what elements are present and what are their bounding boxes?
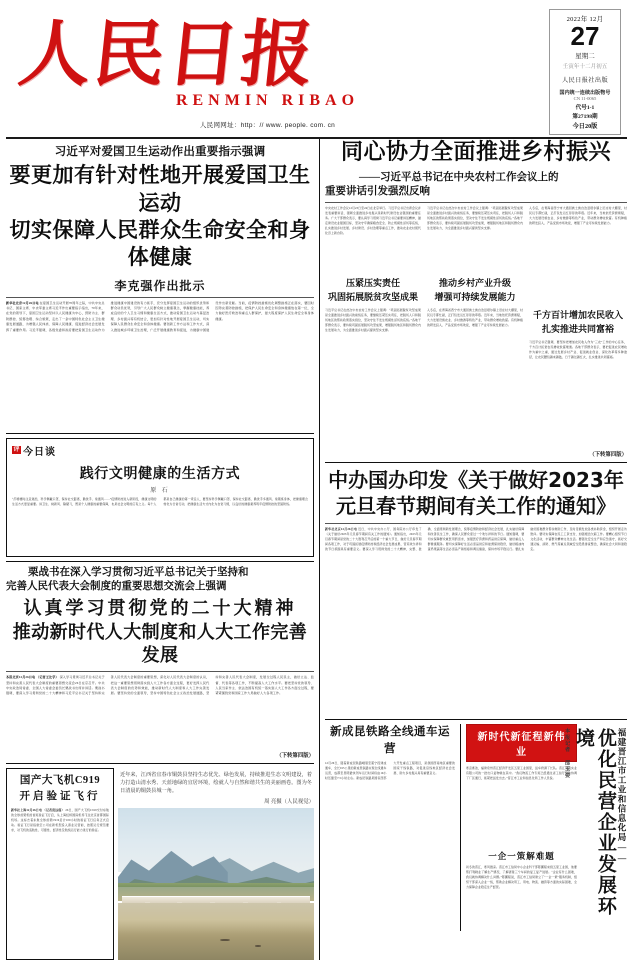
rural-subhead-3-body: 习近平总书记强调，要坚持把增加农民收入作为“三农”工作的中心任务，千方百计拓宽农民增收致富渠道。各地干部群众表示，要把促进农民增收作为重中之重，通过发展乡村产业、促进就业创业、深化改革等多种途径，让农民腰包越来越鼓、日子越过越红火，扎实推进共同富裕。 [529, 340, 627, 360]
rural-col-3 [529, 206, 627, 458]
npc-story-body [6, 675, 314, 751]
fujian-section-title: 一企一策解难题 [488, 850, 555, 861]
date-lunar: 壬寅年十二月初五 [562, 64, 608, 71]
fujian-credit: 本报记者 邵玉姿 [564, 727, 571, 779]
fujian-vertical-block [564, 724, 627, 931]
npc-story-headline-1: 认真学习贯彻党的二十大精神 [23, 597, 297, 619]
fujian-text-block [466, 724, 577, 931]
npc-story-reporter: （记者王比学） [36, 675, 59, 680]
npc-story-text: 深入学习贯彻习近平总书记关于坚持和完善人民代表大会制度的重要思想交流会26日在京召开。中共中央政治局常委、全国人大常委会委员长栗战书出席并讲话。栗战书强调，要深入学习贯彻党的二十大精神和习近平总书记关于坚持和完善人民代表大会制度的重要思想，深化对人民代表大会制度的认识，把这一重要思想贯彻落实到人大工作各方面全过程，更好发挥人民代表大会制度的优势和效能，推动新时代人大制度和人大工作完善发展。要坚持党的全面领导，坚持中国特色社会主义政治发展道路，坚持和完善人民代表大会制度，发展全过程人民民主，做好立法、监督、代表等各项工作，不断提高人大工作水平。要把坚持党的领导、人民当家作主、依法治国有机统一落实到人大工作各方面全过程，要紧紧围绕党和国家工作大局做好人大各项工作。 [6, 675, 314, 696]
today-talk-tag [12, 443, 308, 458]
paper-logo-pinyin: RENMIN RIBAO [175, 92, 360, 109]
npc-story-headline-2: 推动新时代人大制度和人大工作完善发展 [12, 621, 308, 667]
left-photo-block [118, 768, 314, 960]
lead-story-rule [6, 297, 314, 298]
rural-subhead-3-line2: 扎实推进共同富裕 [541, 324, 614, 335]
today-talk-author: 原 石 [150, 487, 170, 494]
fujian-intro: 寒意渐浓，福建泉州晋江经济开发区五里工业园里，货车挤满了长队。晋江某利实业有限公司的一批出口货物就在其中。“我们物流工作专班已经通过省工信厅帮助协调了厂区通行，抓紧把货发出去。”晋江市工业和信息化局工作人员说。 [466, 765, 577, 780]
left-divider-1 [6, 433, 314, 434]
lead-story-byline: 李克强作出批示 [114, 278, 206, 293]
rural-col-2 [427, 206, 523, 458]
landscape-photo [118, 808, 314, 960]
notice-headline-1: 中办国办印发《关于做好2023年 [328, 468, 624, 493]
rural-subhead-2-line1: 推动乡村产业升级 [438, 278, 511, 289]
railway-headline: 新成昆铁路全线通车运营 [330, 725, 450, 756]
lead-story-body [6, 301, 314, 429]
pages-today: 今日20版 [572, 123, 598, 131]
npc-story-rule [6, 671, 314, 672]
rural-subhead-3-line1: 千方百计增加农民收入 [532, 310, 623, 321]
notice-text: 近日，中共中央办公厅、国务院办公厅印发了《关于做好2023年元旦春节期间有关工作的通知》。通知指出，2023年元旦春节期间是党的二十大胜利召开后的第一个重大节日，做好元旦春节期间各项工作，对于巩固拓展疫情防控和经济社会发展成果、营造欢乐祥和的节日氛围具有重要意义。要深入学习贯彻党的二十大精神，完整、准确、全面贯彻新发展理念，统筹疫情防控和经济社会发展，扎实做好保障和改善民生工作，确保人民群众度过一个欢乐祥和的节日。通知强调，要切实保障群众就医用药需求，加强医疗资源和药品供应保障，做好重点人群健康服务。要切实保障好生活必需品供应和能源保供稳价，做好粮油肉蛋奶果蔬等生活必需品产销衔接和调运储备，保持市场平稳运行。要扎实做好困难群众帮扶救助工作，及时足额发放各类补助资金，组织开展走访慰问。要切实保障农民工工资支付，加强根治欠薪工作。要精心组织节日文化活动，丰富群众精神文化生活。要强化安全生产和应急值守，抓好交通运输、消防、燃气等重点领域安全隐患排查整治，确保社会大局和谐稳定。 [325, 526, 627, 551]
date-day: 27 [570, 21, 600, 51]
left-divider-3 [6, 763, 314, 764]
c919-dateline: 新华社上海12月26日电 [11, 807, 42, 812]
left-column [6, 139, 320, 960]
npc-story-kicker-2: 完善人民代表大会制度的重要思想交流会上强调 [6, 580, 227, 592]
railway-body: 12月26日，随着新成昆铁路峨眉至冕宁段建成通车，全长915公里的新成昆铁路实现全线通车运营，成都至昆明最快列车运行时间将由19小时压缩至7.5小时左右。新成昆铁路是国家西部大开发重点工程项目，是我国西南地区重要的国家干线铁路，对促进沿线地区经济社会发展、助力乡村振兴具有重要意义。 [325, 761, 455, 781]
rural-story-jump-note: （下转第四版） [589, 452, 627, 459]
right-divider-1 [325, 462, 627, 463]
issn-label: 国内统一连续出版物号 [559, 91, 611, 97]
railway-body-wrap [325, 761, 455, 823]
today-talk-body: “打喷嚏时注意遮挡，科学佩戴口罩，保持社交距离，勤洗手、常通风……”疫情防控进入新阶段，健康文明的生活方式更显重要。讲卫生、树新风、除陋习，既是个人健康的重要保障，也是社会文明的应有之义。每个人都是自己健康的第一责任人，要坚持科学佩戴口罩、保持社交距离、勤洗手多通风、常锻炼身体，把健康理念转化为日常行动，把健康生活方式内化为自觉习惯，以良好的健康素养筑牢疫情防控的坚固防线。 [12, 496, 308, 506]
rural-subhead-1-line2: 巩固拓展脱贫攻坚成果 [327, 292, 418, 303]
feature-banner-wrap [466, 724, 577, 762]
content-columns [6, 139, 627, 960]
rural-subhead-1-line1: 压紧压实责任 [345, 278, 400, 289]
notice-dateline: 新华社北京12月26日电 [325, 526, 358, 531]
rural-story-columns [325, 206, 627, 458]
fujian-vertical-headline: 优化民营企业发展环境 [572, 727, 617, 917]
rural-story-sub-2: 重要讲话引发强烈反响 [325, 185, 430, 197]
rural-subhead-1-body: 习近平总书记在此次中央农村工作会议上强调：“巩固拓展脱贫攻坚成果是全面推进乡村振兴的前线任务，要继续压紧压实责任，把脱贫人口和脱贫地区的帮扶政策落实到位，坚决守住不发生规模性返贫的底线。”各地干部群众表示，要持续巩固拓展脱贫攻坚成果，增强脱贫地区和脱贫群众内生发展动力，为全面推进乡村振兴提供坚实支撑。 [325, 308, 421, 333]
right-bottom-area [325, 724, 627, 931]
lead-story-headline-1: 要更加有针对性地开展爱国卫生运动 [9, 163, 311, 215]
fujian-section-body: 初冬的晋江，寒风微凉。晋江市工信局中小企业科干部陈鹏程来到五里工业园，他要帮打利鞋业了解生产情况，了解清楚三个车间的复工复产进展。“企业有什么困难，我们就协调解决什么问题。”陈鹏程说，晋江市工信局建立了“一企一策”服务机制，组织干部深入企业一线，帮助企业解决用工、用电、物流、融资等方面的实际困难，全力保障企业稳定生产经营。 [466, 864, 577, 889]
railway-story [325, 724, 461, 931]
npc-story-dateline: 本报北京12月26日电 [6, 675, 36, 680]
right-divider-2 [325, 719, 627, 720]
npc-story-jump-note: （下转第四版） [276, 753, 314, 760]
notice-body [325, 527, 627, 715]
rural-story-rule [325, 202, 627, 203]
today-talk-mark-icon: 评 [13, 447, 20, 454]
left-bottom-area [6, 768, 314, 960]
rural-col2-top: 习近平总书记在此次中央农村工作会议上强调：“巩固拓展脱贫攻坚成果是全面推进乡村振兴的前线任务，要继续压紧压实责任，把脱贫人口和脱贫地区的帮扶政策落实到位，坚决守住不发生规模性返贫的底线。”各地干部群众表示，要持续巩固拓展脱贫攻坚成果，增强脱贫地区和脱贫群众内生发展动力，为全面推进乡村振兴提供坚实支撑。 [427, 205, 523, 230]
publisher-line: 人民日报社出版 [561, 77, 609, 85]
paper-website-line: 人民网网址：http：// www. people. com. cn [199, 122, 336, 129]
c919-text: 26日，国产大飞机C919交付东航的全球首架机的首班验证飞行启，从上海虹桥国际机场飞往北京首都国际机场。这标志着东航全球首架C919启计100小时的验证飞行任务正式启动。验证飞行是指航空公司在新机型投入商业运营前，按照运行规范要求，对飞机的适航性、可靠性、经济性及航线运行能力进行的验证。 [11, 807, 109, 832]
right-column [320, 139, 627, 960]
cn-number: CN 11-0065 [573, 96, 597, 102]
notice-story [325, 467, 627, 715]
rural-intro: 中央农村工作会议12月23日至24日在北京举行。习近平总书记出席会议并发表重要讲话，强调全面推进乡村振兴是新时代建设农业强国的重要任务。广大干部群众表示，要认真学习贯彻习近平总书记重要讲话精神，锚定建设农业强国目标，坚决守牢确保粮食安全、防止规模性返贫等底线，扎实推进乡村发展、乡村建设、乡村治理等重点工作，推动农业农村现代化迈上新台阶。 [325, 205, 421, 235]
date-year-month: 2022年 12月 [566, 16, 604, 23]
rural-col-1 [325, 206, 421, 458]
photo-water-reflection [118, 903, 314, 933]
c919-title-2: 开启验证飞行 [19, 790, 101, 802]
notice-story-rule [325, 523, 627, 524]
c919-reporter: （记者贾远琨） [42, 807, 65, 812]
photo-caption: 近年来，江西省宜春市铜鼓县坚持生态优先、绿色发展，持续推进生态文明建设，着力打造山清水秀、天蓝地绿的宜居环境，绘就人与自然和谐共生的美丽画卷。图为冬日清晨的铜鼓县城一角。 [120, 772, 312, 795]
lead-story [6, 145, 314, 429]
feature-banner: 新时代新征程新伟业 [466, 724, 577, 762]
rural-subhead-2-line2: 增强可持续发展能力 [434, 292, 516, 303]
date-weekday: 星期二 [575, 53, 595, 61]
today-talk-box [6, 438, 314, 557]
issue-number: 第27198期 [572, 114, 598, 121]
today-talk-label: 今日谈 [23, 446, 57, 458]
photo-credit: 周 亮摄（人民视觉） [264, 799, 314, 806]
today-talk-body-wrap [12, 497, 308, 551]
rural-story [325, 139, 627, 458]
photo-scene [118, 808, 314, 960]
lead-story-text: 在爱国卫生运动开展70周年之际，中共中央总书记、国家主席、中央军委主席习近平作出重要指示指出，70年来，在党的领导下，爱国卫生运动坚持以人民健康为中心，预防为主、群防群控、统筹治理、综合施策，走出了一条中国特色社会主义卫生健康发展道路，为增强人民体质、保障人民健康、促进经济社会发展发挥了重要作用。习近平强调，各级党委和政府要把爱国卫生运动作为推进健康中国建设的有力抓手，充分发挥爱国卫生运动的组织优势和群众动员优势，引导广大人民群众树立健康观念，掌握健康技能，养成良好的个人卫生习惯和健康生活方式，推动爱国卫生运动与基层治理、乡村振兴等有机结合，更加有针对性地开展爱国卫生运动，切实保障人民群众生命安全和身体健康。要创新工作方法和工作方式，深入推进城乡环境卫生治理，广泛开展健康教育和促进，为健康中国建设作出新贡献。当前，疫情防控措施优化调整措施正在落实，要因时因势完善防控措施，把保护人民生命安全和身体健康放在第一位，全力做好医疗救治和重点人群保护，最大程度保护人民生命安全和身体健康。 [6, 300, 314, 332]
fujian-vertical-kicker: 福建晋江市工业和信息化局—— [617, 727, 627, 864]
lead-story-headline-2: 切实保障人民群众生命安全和身体健康 [9, 217, 311, 270]
paper-logo: 人民日报 [14, 11, 320, 96]
npc-story [6, 566, 314, 760]
npc-story-kicker-1: 栗战书在深入学习贯彻习近平总书记关于坚持和 [28, 566, 249, 578]
masthead [6, 4, 627, 136]
masthead-date-box [549, 9, 621, 135]
rural-story-headline: 同心协力全面推进乡村振兴 [340, 140, 611, 165]
fujian-feature [466, 724, 627, 931]
left-divider-2 [6, 561, 314, 562]
agent-code: 代号1-1 [575, 105, 595, 112]
c919-title-1: 国产大飞机C919 [19, 775, 101, 787]
lead-story-dateline: 新华社北京12月26日电 [6, 300, 39, 305]
lead-story-kicker: 习近平对爱国卫生运动作出重要指示强调 [54, 146, 266, 158]
masthead-left [6, 4, 549, 129]
rural-col3-top: 入冬后，在青海省西宁市大通回族土族自治县塔尔镇上旧庄村大棚里，村民们专都忙碌，正打包发运红彤彤的草莓。近年来，当地依托资源禀赋，大力发展设施农业、乡村旅游等特色产业，带动群众增收致富。有机种植的研发投入、产品受到市场欢迎，增强了产业可持续发展能力。 [529, 205, 627, 225]
c919-body [11, 808, 109, 926]
today-talk-title: 践行文明健康的生活方式 [79, 465, 241, 482]
rural-story-sub-1: ——习近平总书记在中央农村工作会议上的 [359, 171, 559, 183]
rural-subhead-2-body: 入冬后，在青海省西宁市大通回族土族自治县塔尔镇上旧庄村大棚里，村民们专都忙碌，正打包发运红彤彤的草莓。近年来，当地依托资源禀赋，大力发展设施农业、乡村旅游等特色产业，带动群众增收致富。有机种植的研发投入、产品受到市场欢迎，增强了产业可持续发展能力。 [427, 308, 523, 328]
notice-headline-2: 元旦春节期间有关工作的通知》 [336, 494, 616, 519]
c919-box [6, 768, 114, 960]
